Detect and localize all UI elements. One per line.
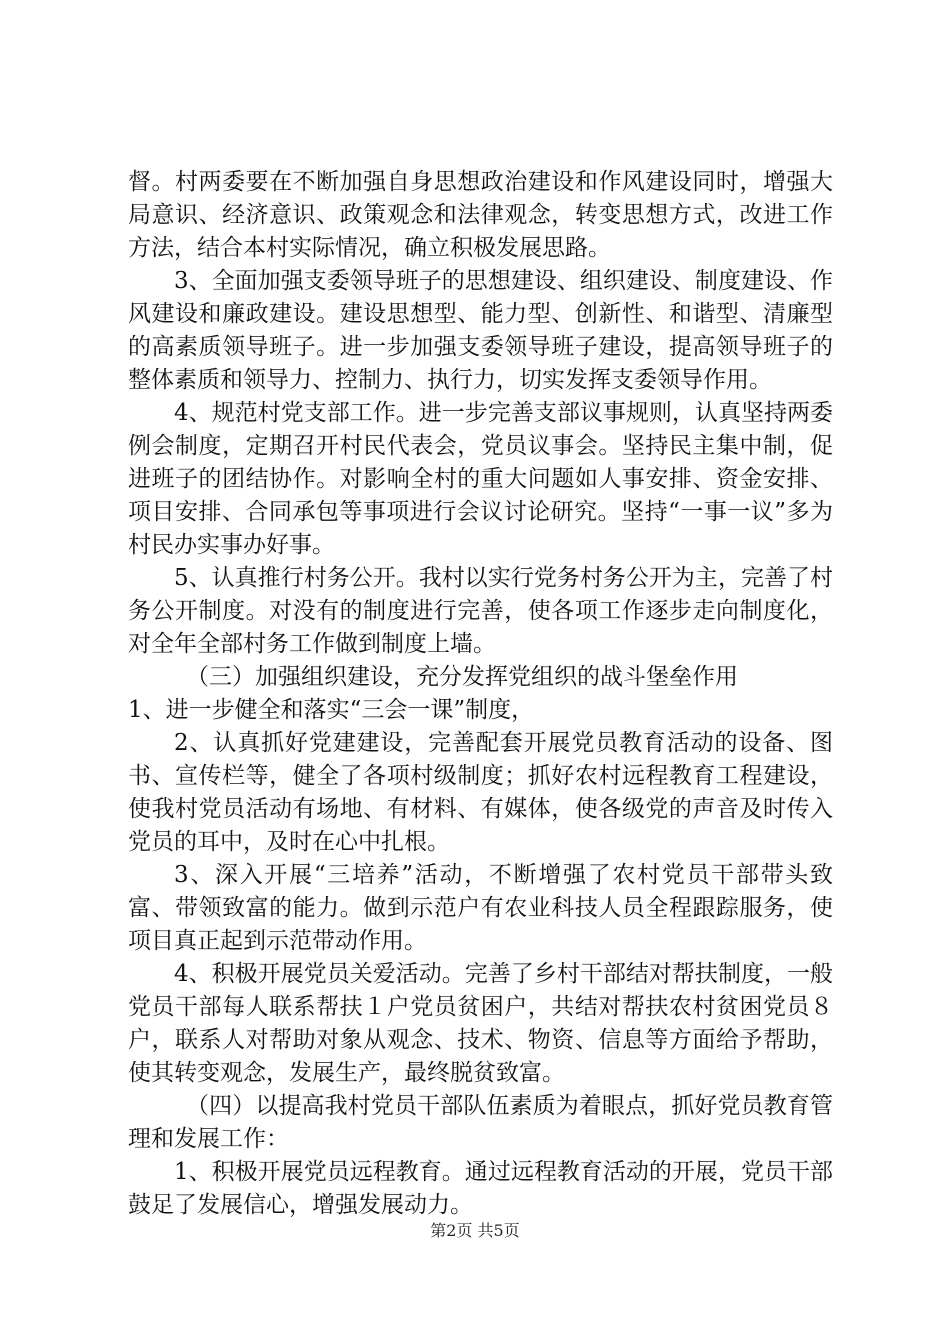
paragraph-item-2: 2、认真抓好党建建设，完善配套开展党员教育活动的设备、图书、宣传栏等，健全了各项村级制度；抓好农村远程教育工程建设，使我村党员活动有场地、有材料、有媒体，使各级党的声音及时传入党员的耳中，及时在心中扎根。 bbox=[128, 730, 833, 855]
paragraph-item-1: 1、进一步健全和落实“三会一课”制度， bbox=[128, 697, 535, 723]
section-heading-4: （四）以提高我村党员干部队伍素质为着眼点，抓好党员教育管理和发展工作： bbox=[128, 1093, 833, 1152]
paragraph-item-1b: 1、积极开展党员远程教育。通过远程教育活动的开展，党员干部鼓足了发展信心，增强发展动力。 bbox=[128, 1159, 833, 1218]
paragraph-item-4: 4、规范村党支部工作。进一步完善支部议事规则，认真坚持两委例会制度，定期召开村民代表会，党员议事会。坚持民主集中制，促进班子的团结协作。对影响全村的重大问题如人事安排、资金安排、项目安排、合同承包等事项进行会议讨论研究。坚持“一事一议”多为村民办实事办好事。 bbox=[128, 400, 833, 558]
paragraph-item-3: 3、全面加强支委领导班子的思想建设、组织建设、制度建设、作风建设和廉政建设。建设思想型、能力型、创新性、和谐型、清廉型的高素质领导班子。进一步加强支委领导班子建设，提高领导班子的整体素质和领导力、控制力、执行力，切实发挥支委领导作用。 bbox=[128, 268, 833, 393]
section-heading-3: （三）加强组织建设，充分发挥党组织的战斗堡垒作用 bbox=[186, 664, 738, 690]
body-text bbox=[128, 166, 833, 1222]
page-number-footer: 第2页 共5页 bbox=[430, 1221, 520, 1240]
paragraph-item-4b: 4、积极开展党员关爱活动。完善了乡村干部结对帮扶制度，一般党员干部每人联系帮扶１户党员贫困户，共结对帮扶农村贫困党员８户，联系人对帮助对象从观念、技术、物资、信息等方面给予帮助，使其转变观念，发展生产，最终脱贫致富。 bbox=[128, 961, 833, 1086]
paragraph-item-3b: 3、深入开展“三培养”活动，不断增强了农村党员干部带头致富、带领致富的能力。做到示范户有农业科技人员全程跟踪服务，使项目真正起到示范带动作用。 bbox=[128, 862, 833, 954]
paragraph-continuation: 督。村两委要在不断加强自身思想政治建设和作风建设同时，增强大局意识、经济意识、政策观念和法律观念，转变思想方式，改进工作方法，结合本村实际情况，确立积极发展思路。 bbox=[128, 169, 833, 261]
paragraph-item-5: 5、认真推行村务公开。我村以实行党务村务公开为主，完善了村务公开制度。对没有的制度进行完善，使各项工作逐步走向制度化，对全年全部村务工作做到制度上墙。 bbox=[128, 565, 833, 657]
